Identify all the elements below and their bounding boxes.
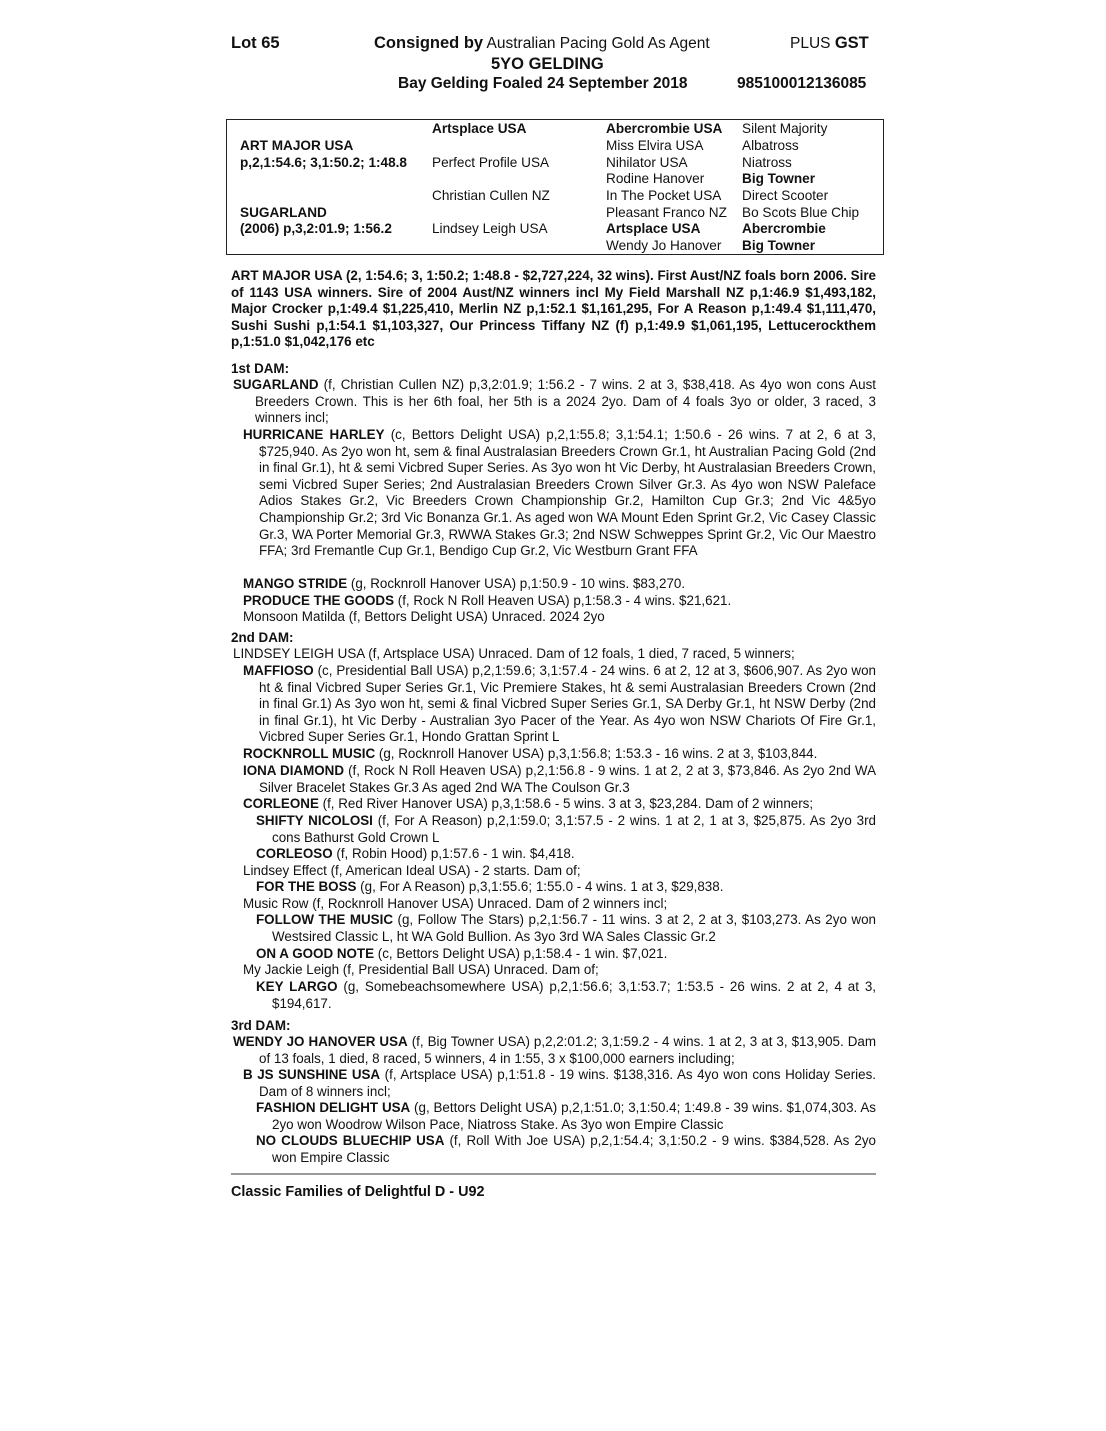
- lot-description: Bay Gelding Foaled 24 September 2018: [398, 75, 688, 92]
- progeny-entry: [243, 593, 876, 610]
- horse-name: SHIFTY NICOLOSI: [256, 813, 373, 828]
- third-dam-entry: [233, 1034, 876, 1067]
- horse-name: CORLEONE: [243, 796, 319, 811]
- pedigree-g3: Miss Elvira USA: [606, 138, 704, 153]
- pedigree-g3: Nihilator USA: [606, 155, 688, 170]
- pedigree-g2: Perfect Profile USA: [432, 155, 550, 170]
- horse-details: (g, Rocknroll Hanover USA) p,1:50.9 - 10 wins. $83,270.: [347, 576, 686, 591]
- horse-details: (f, Rock N Roll Heaven USA) p,2,1:56.8 - 9 wins. 1 at 2, 2 at 3, $73,846. As 2yo 2nd WA Silver Bracelet Stakes Gr.3 As aged 2nd WA The Coulson Gr.3: [259, 763, 877, 795]
- progeny-entry: Lindsey Effect (f, American Ideal USA) - 2 starts. Dam of;: [243, 863, 581, 878]
- grand-progeny-entry: [256, 1100, 876, 1133]
- horse-details: (g, Somebeachsomewhere USA) p,2,1:56.6; 3,1:53.7; 1:53.5 - 26 wins. 2 at 2, 4 at 3, $194,617.: [272, 979, 876, 1011]
- pedigree-g4: Abercrombie: [742, 221, 826, 236]
- pedigree-g3: Abercrombie USA: [606, 121, 723, 136]
- horse-details: (c, Presidential Ball USA) p,2,1:59.6; 3,1:57.4 - 24 wins. 6 at 2, 12 at 3, $606,907. As 2yo won ht & final Vicbred Super Series Gr.1, Vic Premiere Stakes, ht & semi Australasian Breeders Crown (2nd in final Gr.1) As 3yo won ht, semi & final Vicbred Super Series Gr.1, SA Derby Gr.1, ht NSW Derby (2nd in final Gr.1), ht Vic Derby - Australian 3yo Pacer of the Year. As 4yo won NSW Chariots Of Fire Gr.1, Vicbred Super Series Gr.1, Hondo Grattan Sprint L: [259, 663, 876, 745]
- grand-progeny-entry: [256, 879, 876, 896]
- lot-title: 5YO GELDING: [491, 55, 604, 73]
- horse-details: (f, For A Reason) p,2,1:59.0; 3,1:57.5 - 2 wins. 1 at 2, 1 at 3, $25,875. As 2yo 3rd cons Bathurst Gold Crown L: [272, 813, 876, 845]
- progeny-entry: [243, 576, 876, 593]
- pedigree-g3: In The Pocket USA: [606, 188, 722, 203]
- horse-details: (f, Red River Hanover USA) p,3,1:58.6 - 5 wins. 3 at 3, $23,284. Dam of 2 winners;: [318, 796, 814, 811]
- horse-name: IONA DIAMOND: [243, 763, 345, 778]
- progeny-entry: [243, 663, 876, 746]
- pedigree-g3: Pleasant Franco NZ: [606, 205, 727, 220]
- horse-details: (f, Artsplace USA) p,1:51.8 - 19 wins. $138,316. As 4yo won cons Holiday Series. Dam of 8 winners incl;: [259, 1067, 876, 1099]
- horse-name: MANGO STRIDE: [243, 576, 348, 591]
- horse-name: NO CLOUDS BLUECHIP USA: [256, 1133, 445, 1148]
- pedigree-g4: Niatross: [742, 155, 792, 170]
- gst-line: [790, 34, 869, 53]
- horse-details: (c, Bettors Delight USA) p,1:58.4 - 1 win. $7,021.: [374, 946, 668, 961]
- consigned-label: Consigned by: [374, 34, 484, 52]
- horse-details: (f, Robin Hood) p,1:57.6 - 1 win. $4,418.: [332, 846, 575, 861]
- pedigree-g4: Bo Scots Blue Chip: [742, 205, 860, 220]
- pedigree-g3: Artsplace USA: [606, 221, 701, 236]
- horse-details: (g, Bettors Delight USA) p,2,1:51.0; 3,1:50.4; 1:49.8 - 39 wins. $1,074,303. As 2yo won Woodrow Wilson Pace, Niatross Stake. As 3yo won Empire Classic: [272, 1100, 876, 1132]
- horse-name: FOR THE BOSS: [256, 879, 357, 894]
- pedigree-g3: Wendy Jo Hanover: [606, 238, 722, 253]
- pedigree-g4: Silent Majority: [742, 121, 828, 136]
- second-dam-heading: 2nd DAM:: [231, 630, 294, 645]
- horse-name: ROCKNROLL MUSIC: [243, 746, 376, 761]
- progeny-entry: [243, 1067, 876, 1100]
- progeny-entry: [243, 427, 876, 560]
- horse-name: KEY LARGO: [256, 979, 338, 994]
- pedigree-sire-record: p,2,1:54.6; 3,1:50.2; 1:48.8: [240, 155, 407, 170]
- horse-name: B JS SUNSHINE USA: [243, 1067, 381, 1082]
- pedigree-g2: Christian Cullen NZ: [432, 188, 550, 203]
- horse-name: HURRICANE HARLEY: [243, 427, 385, 442]
- horse-name: FASHION DELIGHT USA: [256, 1100, 411, 1115]
- grand-progeny-entry: [256, 946, 876, 963]
- horse-details: (f, Roll With Joe USA) p,2,1:54.4; 3,1:50.2 - 9 wins. $384,528. As 2yo won Empire Classic: [272, 1133, 877, 1165]
- horse-details: (g, Follow The Stars) p,2,1:56.7 - 11 wins. 3 at 2, 2 at 3, $103,273. As 2yo won Westsired Classic L, ht WA Gold Bullion. As 3yo 3rd WA Sales Classic Gr.2: [272, 912, 876, 944]
- horse-name: CORLEOSO: [256, 846, 333, 861]
- sire-summary: ART MAJOR USA (2, 1:54.6; 3, 1:50.2; 1:48.8 - $2,727,224, 32 wins). First Aust/NZ foals born 2006. Sire of 1143 USA winners. Sire of 2004 Aust/NZ winners incl My Field Marshall NZ p,1:46.9 $1,493,182, Major Crocker p,1:49.4 $1,225,410, Merlin NZ p,1:52.1 $1,161,295, For A Reason p,1:49.4 $1,111,470, Sushi Sushi p,1:54.1 $1,103,327, Our Princess Tiffany NZ (f) p,1:49.9 $1,061,195, Lettucerockthem p,1:51.0 $1,042,176 etc: [231, 268, 876, 350]
- horse-name: WENDY JO HANOVER USA: [233, 1034, 408, 1049]
- progeny-entry: Music Row (f, Rocknroll Hanover USA) Unraced. Dam of 2 winners incl;: [243, 896, 668, 911]
- progeny-entry: My Jackie Leigh (f, Presidential Ball USA) Unraced. Dam of;: [243, 962, 599, 977]
- consignor: Australian Pacing Gold As Agent: [486, 35, 710, 52]
- grand-progeny-entry: [256, 846, 876, 863]
- pedigree-g4: Big Towner: [742, 238, 815, 253]
- horse-name: MAFFIOSO: [243, 663, 314, 678]
- horse-name: SUGARLAND: [233, 377, 319, 392]
- gst-label: GST: [834, 34, 869, 52]
- horse-details: (f, Rock N Roll Heaven USA) p,1:58.3 - 4 wins. $21,621.: [394, 593, 732, 608]
- plus-label: PLUS: [790, 35, 831, 52]
- horse-details: (f, Christian Cullen NZ) p,3,2:01.9; 1:56.2 - 7 wins. 2 at 3, $38,418. As 4yo won cons Aust Breeders Crown. This is her 6th foal, her 5th is a 2024 2yo. Dam of 4 foals 3yo or older, 3 raced, 3 winners incl;: [255, 377, 876, 426]
- pedigree-dam: SUGARLAND: [240, 205, 327, 220]
- horse-details: (g, Rocknroll Hanover USA) p,3,1:56.8; 1:53.3 - 16 wins. 2 at 3, $103,844.: [375, 746, 818, 761]
- first-dam-entry: [233, 377, 876, 427]
- horse-details: (f, Big Towner USA) p,2,2:01.2; 3,1:59.2 - 4 wins. 1 at 2, 3 at 3, $13,905. Dam of 13 foals, 1 died, 8 raced, 5 winners, 4 in 1:55, 3 x $100,000 earners including;: [259, 1034, 876, 1066]
- consigned-line: [374, 34, 710, 53]
- pedigree-sire: ART MAJOR USA: [240, 138, 354, 153]
- family-footer: Classic Families of Delightful D - U92: [231, 1184, 485, 1200]
- horse-details: (c, Bettors Delight USA) p,2,1:55.8; 3,1:54.1; 1:50.6 - 26 wins. 7 at 2, 6 at 3, $725,940. As 2yo won ht, sem & final Australasian Breeders Crown Gr.1, ht Australian Pacing Gold (2nd in final Gr.1), ht & semi Vicbred Super Series. As 3yo won ht Vic Derby, ht Australasian Breeders Crown, semi Vicbred Super Series; 2nd Australasian Breeders Crown Silver Gr.3. As 4yo won NSW Paleface Adios Stakes Gr.2, Vic Breeders Crown Championship Gr.2, Hamilton Cup Gr.3; 2nd Vic 4&5yo Championship Gr.2; 3rd Vic Bonanza Gr.1. As aged won WA Mount Eden Sprint Gr.2, Vic Casey Classic Gr.3, WA Porter Memorial Gr.3, RWWA Stakes Gr.3; 2nd NSW Schweppes Sprint Gr.2, Vic Our Maestro FFA; 3rd Fremantle Cup Gr.1, Bendigo Cup Gr.2, Vic Westburn Grant FFA: [259, 427, 877, 559]
- grand-progeny-entry: [256, 813, 876, 846]
- pedigree-g2: Lindsey Leigh USA: [432, 221, 548, 236]
- pedigree-g4: Albatross: [742, 138, 799, 153]
- progeny-entry: Monsoon Matilda (f, Bettors Delight USA) Unraced. 2024 2yo: [243, 609, 605, 624]
- pedigree-g2: Artsplace USA: [432, 121, 527, 136]
- pedigree-dam-record: (2006) p,3,2:01.9; 1:56.2: [240, 221, 392, 236]
- grand-progeny-entry: [256, 912, 876, 945]
- lot-number: Lot 65: [231, 34, 280, 52]
- pedigree-g4: Direct Scooter: [742, 188, 829, 203]
- horse-name: FOLLOW THE MUSIC: [256, 912, 393, 927]
- pedigree-g3: Rodine Hanover: [606, 171, 705, 186]
- third-dam-heading: 3rd DAM:: [231, 1018, 291, 1033]
- footer-divider: [231, 1173, 876, 1175]
- pedigree-g4: Big Towner: [742, 171, 815, 186]
- second-dam-entry: LINDSEY LEIGH USA (f, Artsplace USA) Unraced. Dam of 12 foals, 1 died, 7 raced, 5 winners;: [233, 646, 795, 661]
- horse-details: (g, For A Reason) p,3,1:55.6; 1:55.0 - 4 wins. 1 at 3, $29,838.: [356, 879, 724, 894]
- progeny-entry: [243, 746, 876, 763]
- first-dam-heading: 1st DAM:: [231, 361, 290, 376]
- progeny-entry: [243, 763, 876, 796]
- horse-name: ON A GOOD NOTE: [256, 946, 375, 961]
- microchip-number: 985100012136085: [737, 75, 867, 92]
- progeny-entry: [243, 796, 876, 813]
- grand-progeny-entry: [256, 979, 876, 1012]
- horse-name: PRODUCE THE GOODS: [243, 593, 395, 608]
- grand-progeny-entry: [256, 1133, 876, 1166]
